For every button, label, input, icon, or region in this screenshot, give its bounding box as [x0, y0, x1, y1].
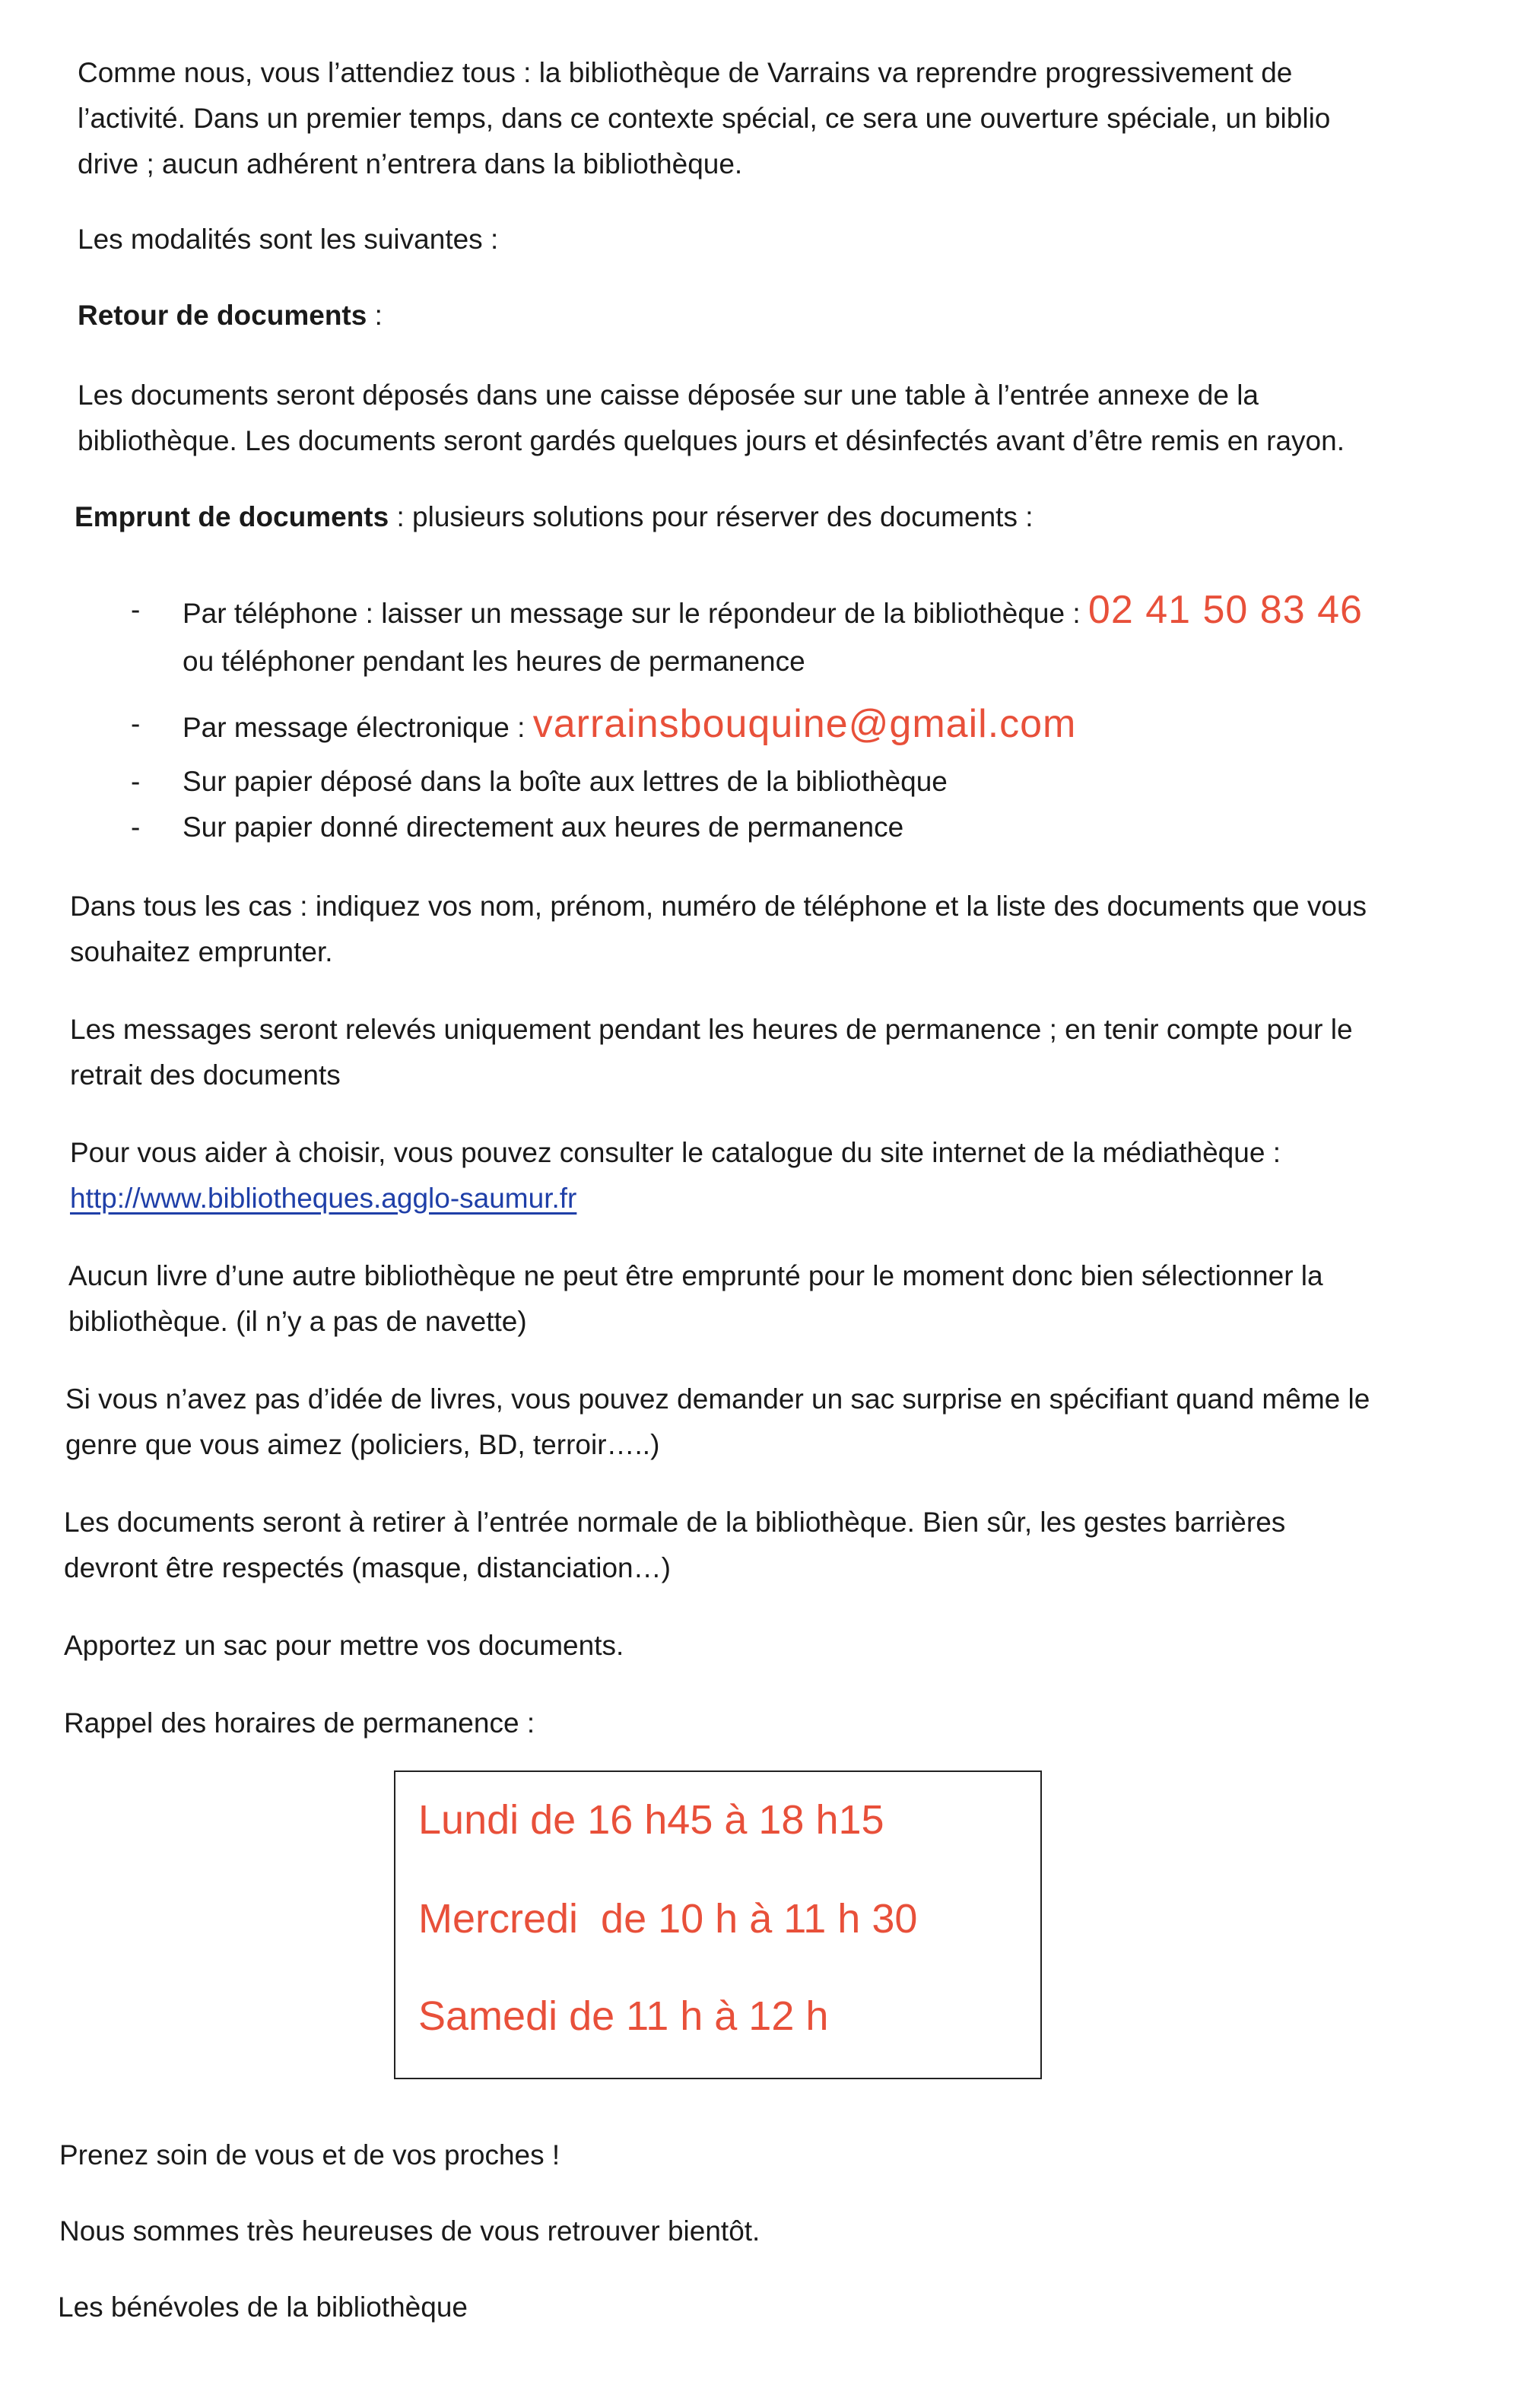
hours-samedi: Samedi de 11 h à 12 h: [418, 1993, 829, 2039]
bullet-email: [183, 701, 1076, 751]
aucun-line-2: bibliothèque. (il n’y a pas de navette): [68, 1306, 527, 1337]
emprunt-heading-rest: : plusieurs solutions pour réserver des documents :: [389, 501, 1034, 532]
sac-text: Apportez un sac pour mettre vos documents.: [64, 1630, 624, 1661]
messages-line-1: Les messages seront relevés uniquement pendant les heures de permanence ; en tenir compte pour le: [70, 1014, 1353, 1045]
bullet-email-label: Par message électronique :: [183, 712, 533, 743]
emprunt-heading: Emprunt de documents: [75, 501, 389, 532]
aucun-line-1: Aucun livre d’une autre bibliothèque ne peut être emprunté pour le moment donc bien sélectionner la: [68, 1260, 1323, 1291]
retour-line-2: bibliothèque. Les documents seront gardés quelques jours et désinfectés avant d’être remis en rayon.: [78, 425, 1345, 456]
catalogue-link-line: [70, 1176, 576, 1221]
bullet-dash: -: [131, 811, 141, 843]
retour-heading-line: [78, 293, 383, 338]
tous-cas-line-1: Dans tous les cas : indiquez vos nom, prénom, numéro de téléphone et la liste des documents que vous: [70, 891, 1367, 922]
closing-soin: Prenez soin de vous et de vos proches !: [59, 2139, 560, 2171]
bullet-paper-direct: Sur papier donné directement aux heures de permanence: [183, 811, 904, 843]
retour-line-1: Les documents seront déposés dans une caisse déposée sur une table à l’entrée annexe de la: [78, 379, 1259, 411]
tous-cas-line-2: souhaitez emprunter.: [70, 936, 333, 967]
retirer-line-1: Les documents seront à retirer à l’entrée normale de la bibliothèque. Bien sûr, les gestes barrières: [64, 1507, 1286, 1538]
catalogue-line-1: Pour vous aider à choisir, vous pouvez consulter le catalogue du site internet de la médiathèque :: [70, 1137, 1281, 1168]
surprise-line-1: Si vous n’avez pas d’idée de livres, vous pouvez demander un sac surprise en spécifiant quand même le: [65, 1383, 1370, 1415]
bullet-phone-label: Par téléphone : laisser un message sur le répondeur de la bibliothèque :: [183, 598, 1088, 629]
messages-line-2: retrait des documents: [70, 1059, 341, 1091]
phone-number: 02 41 50 83 46: [1088, 588, 1363, 632]
surprise-line-2: genre que vous aimez (policiers, BD, terroir…..): [65, 1429, 660, 1460]
bullet-phone-continued: ou téléphoner pendant les heures de permanence: [183, 646, 805, 677]
hours-box: [394, 1770, 1042, 2079]
modalites-text: Les modalités sont les suivantes :: [78, 224, 499, 255]
bullet-paper-box: Sur papier déposé dans la boîte aux lettres de la bibliothèque: [183, 766, 948, 797]
intro-line-2: l’activité. Dans un premier temps, dans ce contexte spécial, ce sera une ouverture spéciale, un biblio: [78, 103, 1331, 134]
retour-heading-colon: :: [367, 300, 383, 331]
emprunt-heading-line: [75, 494, 1034, 540]
closing-signature: Les bénévoles de la bibliothèque: [58, 2291, 468, 2323]
intro-line-3: drive ; aucun adhérent n’entrera dans la bibliothèque.: [78, 148, 743, 179]
rappel-text: Rappel des horaires de permanence :: [64, 1707, 535, 1739]
closing-heureuses: Nous sommes très heureuses de vous retrouver bientôt.: [59, 2215, 760, 2247]
email-address: varrainsbouquine@gmail.com: [532, 702, 1077, 746]
catalogue-link[interactable]: http://www.bibliotheques.agglo-saumur.fr: [70, 1183, 577, 1214]
retirer-line-2: devront être respectés (masque, distanciation…): [64, 1552, 671, 1583]
intro-line-1: Comme nous, vous l’attendiez tous : la bibliothèque de Varrains va reprendre progressivement de: [78, 57, 1293, 88]
bullet-dash: -: [131, 708, 141, 739]
retour-heading: Retour de documents: [78, 300, 367, 331]
hours-lundi: Lundi de 16 h45 à 18 h15: [418, 1797, 884, 1843]
bullet-dash: -: [131, 766, 141, 797]
bullet-dash: -: [131, 594, 141, 625]
hours-mercredi: Mercredi de 10 h à 11 h 30: [418, 1896, 918, 1942]
bullet-phone: [183, 587, 1363, 637]
